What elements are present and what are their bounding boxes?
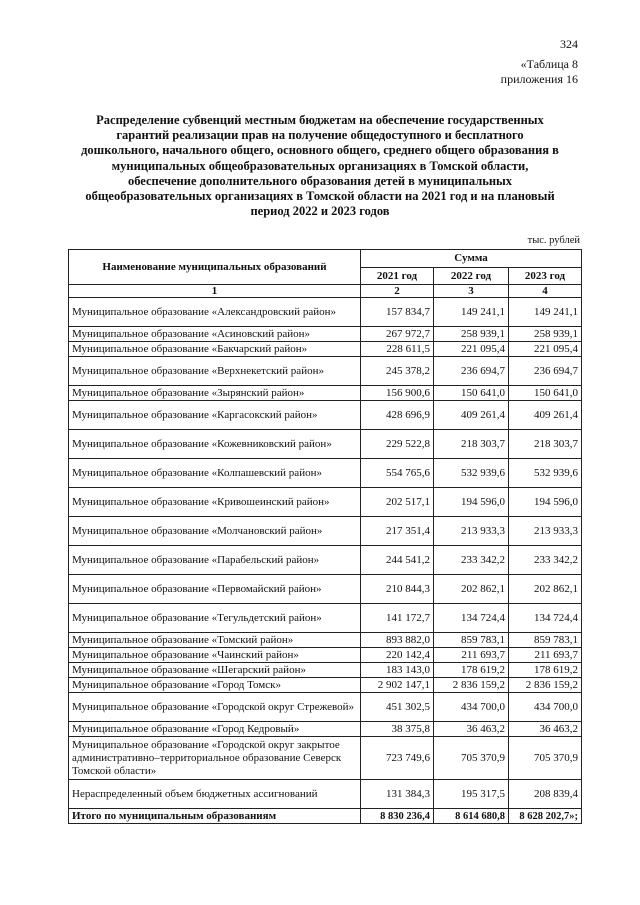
value-2021: 451 302,5 xyxy=(361,693,434,722)
value-2023: 859 783,1 xyxy=(509,633,582,648)
annex-appendix-label: приложения 16 xyxy=(500,72,578,86)
value-2023: 36 463,2 xyxy=(509,722,582,737)
value-2022: 149 241,1 xyxy=(434,298,509,327)
table-row xyxy=(69,604,582,633)
municipality-name: Муниципальное образование «Город Томск» xyxy=(69,678,361,693)
municipality-name: Муниципальное образование «Городской округ закрытое административно–территориальное образование Северск Томской области» xyxy=(69,737,361,780)
total-2021: 8 830 236,4 xyxy=(361,809,434,824)
column-number-2: 2 xyxy=(361,285,434,298)
header-sum: Сумма xyxy=(361,250,582,268)
unit-label: тыс. рублей xyxy=(527,235,580,246)
municipality-name: Муниципальное образование «Тегульдетский район» xyxy=(69,604,361,633)
table-body xyxy=(69,298,582,809)
value-2021: 2 902 147,1 xyxy=(361,678,434,693)
value-2023: 208 839,4 xyxy=(509,780,582,809)
value-2023: 150 641,0 xyxy=(509,386,582,401)
column-number-3: 3 xyxy=(434,285,509,298)
municipality-name: Муниципальное образование «Кривошеинский район» xyxy=(69,488,361,517)
value-2021: 141 172,7 xyxy=(361,604,434,633)
table-row xyxy=(69,488,582,517)
value-2021: 183 143,0 xyxy=(361,663,434,678)
annex-reference xyxy=(501,57,578,87)
page-number: 324 xyxy=(560,37,578,51)
total-2022: 8 614 680,8 xyxy=(434,809,509,824)
table-row xyxy=(69,342,582,357)
value-2021: 244 541,2 xyxy=(361,546,434,575)
value-2022: 2 836 159,2 xyxy=(434,678,509,693)
value-2023: 213 933,3 xyxy=(509,517,582,546)
table-row xyxy=(69,693,582,722)
table-row xyxy=(69,430,582,459)
municipality-name: Муниципальное образование «Зырянский район» xyxy=(69,386,361,401)
value-2022: 194 596,0 xyxy=(434,488,509,517)
value-2021: 38 375,8 xyxy=(361,722,434,737)
value-2021: 228 611,5 xyxy=(361,342,434,357)
value-2022: 195 317,5 xyxy=(434,780,509,809)
value-2022: 859 783,1 xyxy=(434,633,509,648)
value-2022: 532 939,6 xyxy=(434,459,509,488)
table-row xyxy=(69,546,582,575)
table-row xyxy=(69,386,582,401)
value-2022: 134 724,4 xyxy=(434,604,509,633)
table-row xyxy=(69,575,582,604)
value-2022: 221 095,4 xyxy=(434,342,509,357)
value-2023: 434 700,0 xyxy=(509,693,582,722)
value-2022: 178 619,2 xyxy=(434,663,509,678)
value-2022: 233 342,2 xyxy=(434,546,509,575)
value-2022: 409 261,4 xyxy=(434,401,509,430)
table-row xyxy=(69,780,582,809)
value-2023: 258 939,1 xyxy=(509,327,582,342)
total-label: Итого по муниципальным образованиям xyxy=(69,809,361,824)
value-2023: 211 693,7 xyxy=(509,648,582,663)
value-2023: 705 370,9 xyxy=(509,737,582,780)
header-year-2021: 2021 год xyxy=(361,267,434,285)
value-2023: 149 241,1 xyxy=(509,298,582,327)
municipality-name: Муниципальное образование «Колпашевский район» xyxy=(69,459,361,488)
municipality-name: Муниципальное образование «Томский район» xyxy=(69,633,361,648)
value-2023: 194 596,0 xyxy=(509,488,582,517)
table-row xyxy=(69,737,582,780)
column-number-1: 1 xyxy=(69,285,361,298)
municipality-name: Муниципальное образование «Александровский район» xyxy=(69,298,361,327)
value-2021: 723 749,6 xyxy=(361,737,434,780)
value-2023: 202 862,1 xyxy=(509,575,582,604)
municipality-name: Муниципальное образование «Чаинский район» xyxy=(69,648,361,663)
table-row xyxy=(69,459,582,488)
value-2022: 236 694,7 xyxy=(434,357,509,386)
municipality-name: Муниципальное образование «Кожевниковский район» xyxy=(69,430,361,459)
value-2021: 893 882,0 xyxy=(361,633,434,648)
value-2022: 36 463,2 xyxy=(434,722,509,737)
value-2022: 202 862,1 xyxy=(434,575,509,604)
header-year-2022: 2022 год xyxy=(434,267,509,285)
municipality-name: Муниципальное образование «Верхнекетский район» xyxy=(69,357,361,386)
value-2021: 156 900,6 xyxy=(361,386,434,401)
value-2022: 213 933,3 xyxy=(434,517,509,546)
municipality-name: Муниципальное образование «Парабельский район» xyxy=(69,546,361,575)
value-2022: 211 693,7 xyxy=(434,648,509,663)
municipality-name: Муниципальное образование «Молчановский район» xyxy=(69,517,361,546)
value-2021: 220 142,4 xyxy=(361,648,434,663)
table-row xyxy=(69,678,582,693)
municipality-name: Муниципальное образование «Шегарский район» xyxy=(69,663,361,678)
document-title: Распределение субвенций местным бюджетам на обеспечение государственных гарантий реализации прав на получение общедоступного и бесплатного дошкольного, начального общего, основного общего, среднего общего образования в муниципальных общеобразовательных организациях в Томской области, обеспечение дополнительного образования детей в муниципальных общеобразовательных организациях в Томской области на 2021 год и на плановый период 2022 и 2023 годов xyxy=(81,113,559,219)
value-2021: 554 765,6 xyxy=(361,459,434,488)
value-2023: 218 303,7 xyxy=(509,430,582,459)
value-2023: 221 095,4 xyxy=(509,342,582,357)
table-row xyxy=(69,517,582,546)
header-name: Наименование муниципальных образований xyxy=(69,250,361,285)
subvention-table xyxy=(68,249,582,824)
value-2021: 229 522,8 xyxy=(361,430,434,459)
value-2021: 131 384,3 xyxy=(361,780,434,809)
table-row xyxy=(69,327,582,342)
value-2022: 434 700,0 xyxy=(434,693,509,722)
municipality-name: Муниципальное образование «Каргасокский район» xyxy=(69,401,361,430)
municipality-name: Нераспределенный объем бюджетных ассигнований xyxy=(69,780,361,809)
value-2022: 258 939,1 xyxy=(434,327,509,342)
value-2021: 428 696,9 xyxy=(361,401,434,430)
total-2023: 8 628 202,7»; xyxy=(509,809,582,824)
municipality-name: Муниципальное образование «Асиновский район» xyxy=(69,327,361,342)
column-number-4: 4 xyxy=(509,285,582,298)
municipality-name: Муниципальное образование «Первомайский район» xyxy=(69,575,361,604)
value-2021: 245 378,2 xyxy=(361,357,434,386)
value-2023: 236 694,7 xyxy=(509,357,582,386)
value-2021: 157 834,7 xyxy=(361,298,434,327)
municipality-name: Муниципальное образование «Бакчарский район» xyxy=(69,342,361,357)
table-row xyxy=(69,633,582,648)
table-row xyxy=(69,648,582,663)
table-row xyxy=(69,298,582,327)
total-row xyxy=(69,809,582,824)
value-2022: 705 370,9 xyxy=(434,737,509,780)
annex-table-label: «Таблица 8 xyxy=(520,57,578,71)
value-2023: 134 724,4 xyxy=(509,604,582,633)
table-row xyxy=(69,663,582,678)
value-2021: 217 351,4 xyxy=(361,517,434,546)
municipality-name: Муниципальное образование «Городской округ Стрежевой» xyxy=(69,693,361,722)
value-2022: 150 641,0 xyxy=(434,386,509,401)
municipality-name: Муниципальное образование «Город Кедровый» xyxy=(69,722,361,737)
value-2022: 218 303,7 xyxy=(434,430,509,459)
value-2023: 532 939,6 xyxy=(509,459,582,488)
value-2023: 233 342,2 xyxy=(509,546,582,575)
value-2021: 210 844,3 xyxy=(361,575,434,604)
table-row xyxy=(69,722,582,737)
value-2021: 267 972,7 xyxy=(361,327,434,342)
value-2021: 202 517,1 xyxy=(361,488,434,517)
table-row xyxy=(69,401,582,430)
value-2023: 178 619,2 xyxy=(509,663,582,678)
header-year-2023: 2023 год xyxy=(509,267,582,285)
value-2023: 2 836 159,2 xyxy=(509,678,582,693)
value-2023: 409 261,4 xyxy=(509,401,582,430)
table-row xyxy=(69,357,582,386)
